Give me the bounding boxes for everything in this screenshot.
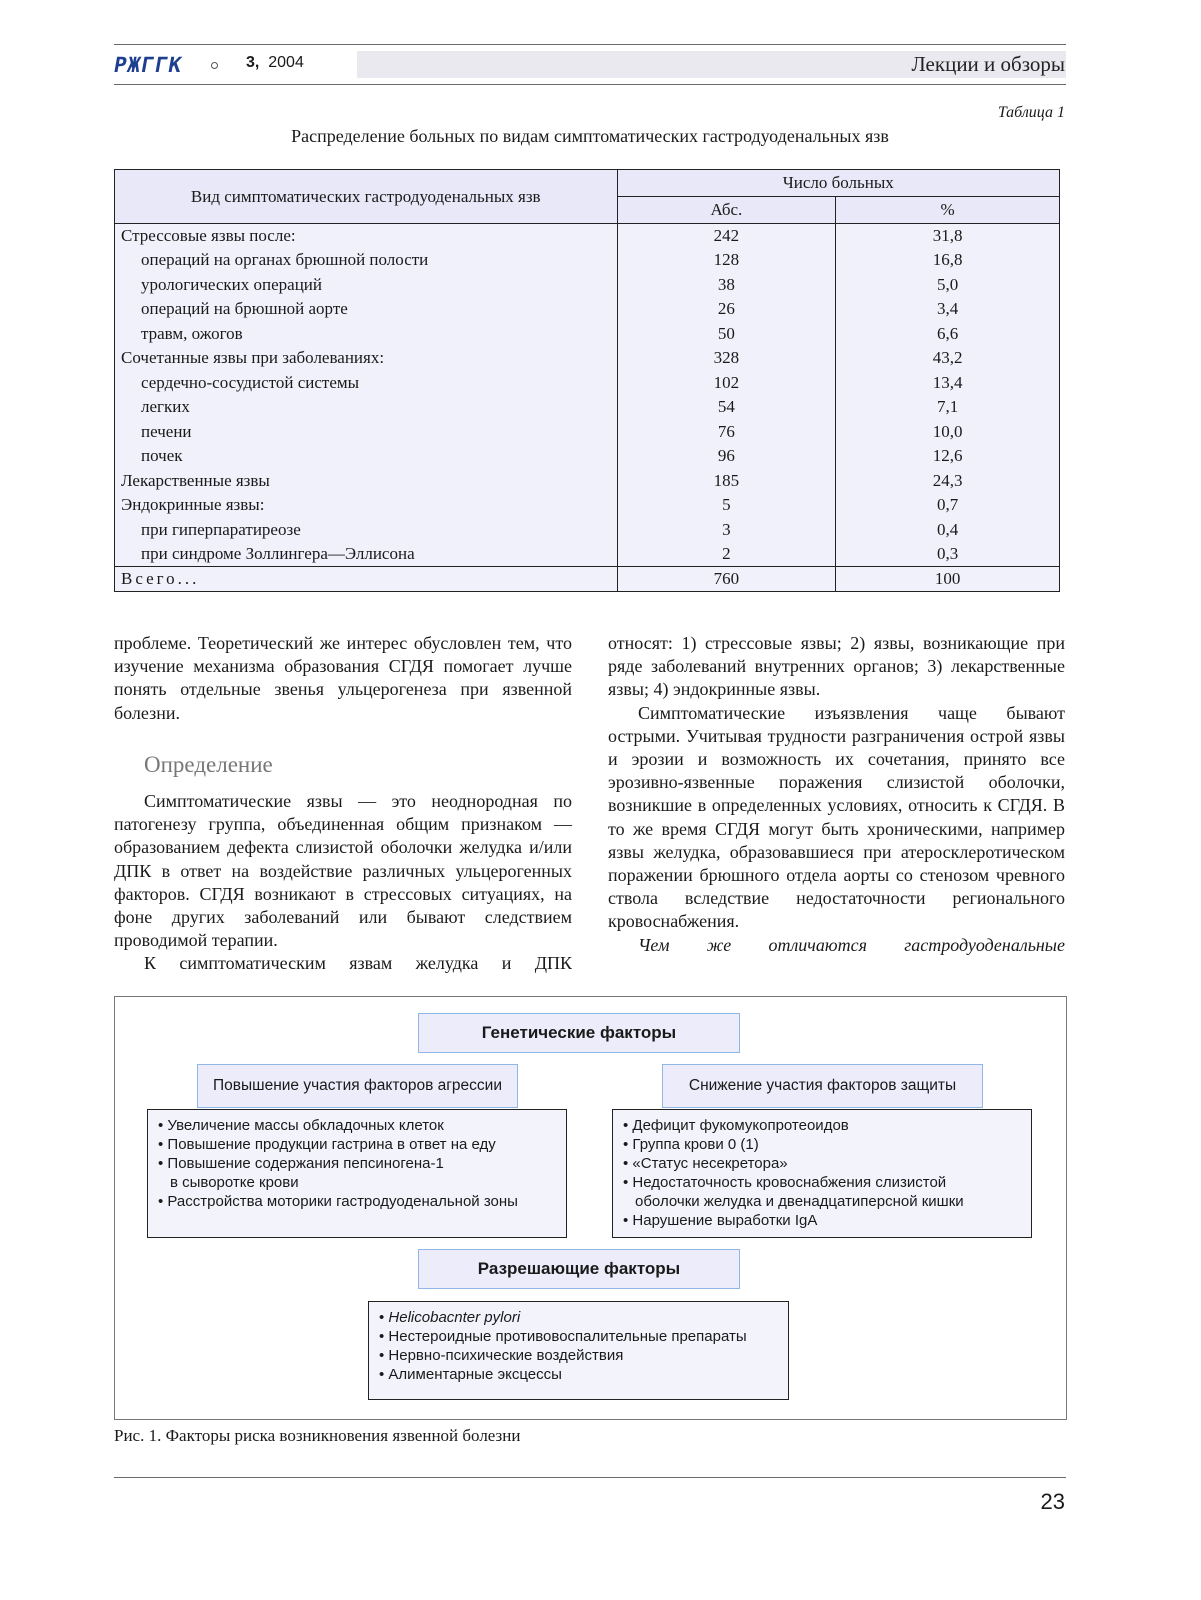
table-row [115, 542, 1060, 567]
row-label: печени [115, 420, 618, 445]
list-item: в сыворотке крови [170, 1174, 299, 1191]
row-label: Стрессовые язвы после: [115, 224, 618, 249]
row-label: Эндокринные язвы: [115, 493, 618, 518]
row-pct: 43,2 [836, 346, 1060, 371]
page-number: 23 [1040, 1489, 1065, 1514]
list-item: • «Статус несекретора» [623, 1155, 788, 1172]
helicobacter-label: Helicobacnter pylori [388, 1309, 521, 1326]
table-row [115, 273, 1060, 298]
row-pct: 0,3 [836, 542, 1060, 567]
list-item: • Алиментарные эксцессы [379, 1366, 562, 1383]
resolving-factors-box: Разрешающие факторы [418, 1249, 740, 1289]
total-label: Всего... [115, 567, 618, 592]
row-pct: 7,1 [836, 395, 1060, 420]
list-item: • Группа крови 0 (1) [623, 1136, 759, 1153]
row-pct: 10,0 [836, 420, 1060, 445]
row-label: при гиперпаратиреозе [115, 518, 618, 543]
row-pct: 31,8 [836, 224, 1060, 249]
column-header-abs: Абс. [617, 197, 836, 224]
table-row [115, 371, 1060, 396]
row-abs: 76 [617, 420, 836, 445]
row-label: почек [115, 444, 618, 469]
row-abs: 128 [617, 248, 836, 273]
table-row [115, 395, 1060, 420]
paragraph: Симптоматические язвы — это неоднородная по патогенезу группа, объединенная общим признаком — образованием дефекта слизистой оболочки желудка и/или ДПК в ответ на воздействие различных ульцерогенных факторов. СГДЯ возникают в стрессовых ситуациях, на фоне других заболеваний или бывают следствием проводимой терапии. [114, 791, 572, 951]
row-abs: 96 [617, 444, 836, 469]
table-row [115, 346, 1060, 371]
issue-number: 3 [246, 54, 255, 71]
left-column-bottom [114, 790, 572, 976]
paragraph: Симптоматические изъязвления чаще бывают острыми. Учитывая трудности разграничения острой язвы и эрозии и возможность их сочетания, принято все эрозивно-язвенные поражения слизистой оболочки, возникшие в определенных условиях, относить к СГДЯ. В то же время СГДЯ могут быть хроническими, например язвы желудка, образовавшиеся при атеросклеротическом поражении брюшного отдела аорты со стенозом чревного ствола вследствие недостаточности регионального кровоснабжения. [608, 702, 1065, 932]
table-caption: Таблица 1 [997, 104, 1065, 121]
list-item: • Нарушение выработки IgA [623, 1212, 818, 1229]
table-row [115, 469, 1060, 494]
list-item: • Увеличение массы обкладочных клеток [158, 1117, 444, 1134]
row-abs: 26 [617, 297, 836, 322]
row-label: травм, ожогов [115, 322, 618, 347]
list-item [379, 1308, 778, 1327]
section-title: Лекции и обзоры [911, 52, 1065, 76]
row-pct: 0,7 [836, 493, 1060, 518]
row-label: Сочетанные язвы при заболеваниях: [115, 346, 618, 371]
row-abs: 3 [617, 518, 836, 543]
paragraph: относят: 1) стрессовые язвы; 2) язвы, возникающие при ряде заболеваний внутренних органов; 3) лекарственные язвы; 4) эндокринные язвы. [608, 633, 1065, 700]
table-row [115, 493, 1060, 518]
protection-factors-box: Снижение участия факторов защиты [662, 1064, 983, 1108]
row-abs: 185 [617, 469, 836, 494]
issue-info [246, 54, 304, 72]
table-row [115, 444, 1060, 469]
figure-caption: Рис. 1. Факторы риска возникновения язвенной болезни [114, 1426, 521, 1445]
row-abs: 54 [617, 395, 836, 420]
row-abs: 328 [617, 346, 836, 371]
aggression-factors-box: Повышение участия факторов агрессии [197, 1064, 518, 1108]
row-label: сердечно-сосудистой системы [115, 371, 618, 396]
row-pct: 5,0 [836, 273, 1060, 298]
resolving-factors-list [368, 1301, 789, 1400]
footer-rule [114, 1477, 1066, 1478]
row-pct: 16,8 [836, 248, 1060, 273]
list-item: • Расстройства моторики гастродуоденальной зоны [158, 1193, 518, 1210]
right-column [608, 632, 1065, 957]
table-row [115, 322, 1060, 347]
row-abs: 5 [617, 493, 836, 518]
aggression-factors-list [147, 1109, 567, 1238]
row-abs: 50 [617, 322, 836, 347]
row-pct: 0,4 [836, 518, 1060, 543]
column-header-type: Вид симптоматических гастродуоденальных язв [115, 170, 618, 224]
total-pct: 100 [836, 567, 1060, 592]
left-column-top [114, 632, 572, 725]
row-pct: 3,4 [836, 297, 1060, 322]
patients-table [114, 169, 1060, 592]
row-label: операций на брюшной аорте [115, 297, 618, 322]
list-item: • Недостаточность кровоснабжения слизистой [623, 1174, 947, 1191]
list-item: • Повышение содержания пепсиногена-1 [158, 1155, 444, 1172]
header-top-rule [114, 44, 1066, 45]
row-label: при синдроме Золлингера—Эллисона [115, 542, 618, 567]
list-item: • Повышение продукции гастрина в ответ на еду [158, 1136, 496, 1153]
row-label: легких [115, 395, 618, 420]
list-item: • Дефицит фукомукопротеоидов [623, 1117, 849, 1134]
circle-bullet-icon [211, 62, 218, 69]
row-abs: 38 [617, 273, 836, 298]
table-row [115, 518, 1060, 543]
list-item: • Нестероидные противовоспалительные препараты [379, 1328, 747, 1345]
issue-separator: , [254, 54, 260, 71]
table-row [115, 420, 1060, 445]
journal-logo: РЖГГК [111, 53, 185, 77]
row-abs: 242 [617, 224, 836, 249]
table-total-row [115, 567, 1060, 592]
row-pct: 13,4 [836, 371, 1060, 396]
row-pct: 12,6 [836, 444, 1060, 469]
header-bottom-rule [114, 84, 1066, 85]
column-header-count: Число больных [617, 170, 1059, 197]
paragraph: проблеме. Теоретический же интерес обусловлен тем, что изучение механизма образования СГДЯ помогает лучше понять отдельные звенья ульцерогенеза при язвенной болезни. [114, 633, 572, 723]
row-label: Лекарственные язвы [115, 469, 618, 494]
protection-factors-list [612, 1109, 1032, 1238]
issue-year: 2004 [268, 54, 304, 71]
list-item: оболочки желудка и двенадцатиперсной кишки [635, 1193, 964, 1210]
table-title: Распределение больных по видам симптоматических гастродуоденальных язв [291, 126, 889, 146]
row-abs: 102 [617, 371, 836, 396]
paragraph: К симптоматическим язвам желудка и ДПК [144, 953, 572, 974]
genetic-factors-box: Генетические факторы [418, 1013, 740, 1053]
list-item: • Нервно-психические воздействия [379, 1347, 624, 1364]
table-row [115, 297, 1060, 322]
section-heading: Определение [144, 752, 273, 777]
row-abs: 2 [617, 542, 836, 567]
row-label: урологических операций [115, 273, 618, 298]
paragraph: Чем же отличаются гастродуоденальные [638, 934, 1065, 955]
row-pct: 24,3 [836, 469, 1060, 494]
bullet: • [379, 1309, 389, 1326]
table-row [115, 248, 1060, 273]
table-row [115, 224, 1060, 249]
column-header-pct: % [836, 197, 1060, 224]
row-label: операций на органах брюшной полости [115, 248, 618, 273]
total-abs: 760 [617, 567, 836, 592]
row-pct: 6,6 [836, 322, 1060, 347]
